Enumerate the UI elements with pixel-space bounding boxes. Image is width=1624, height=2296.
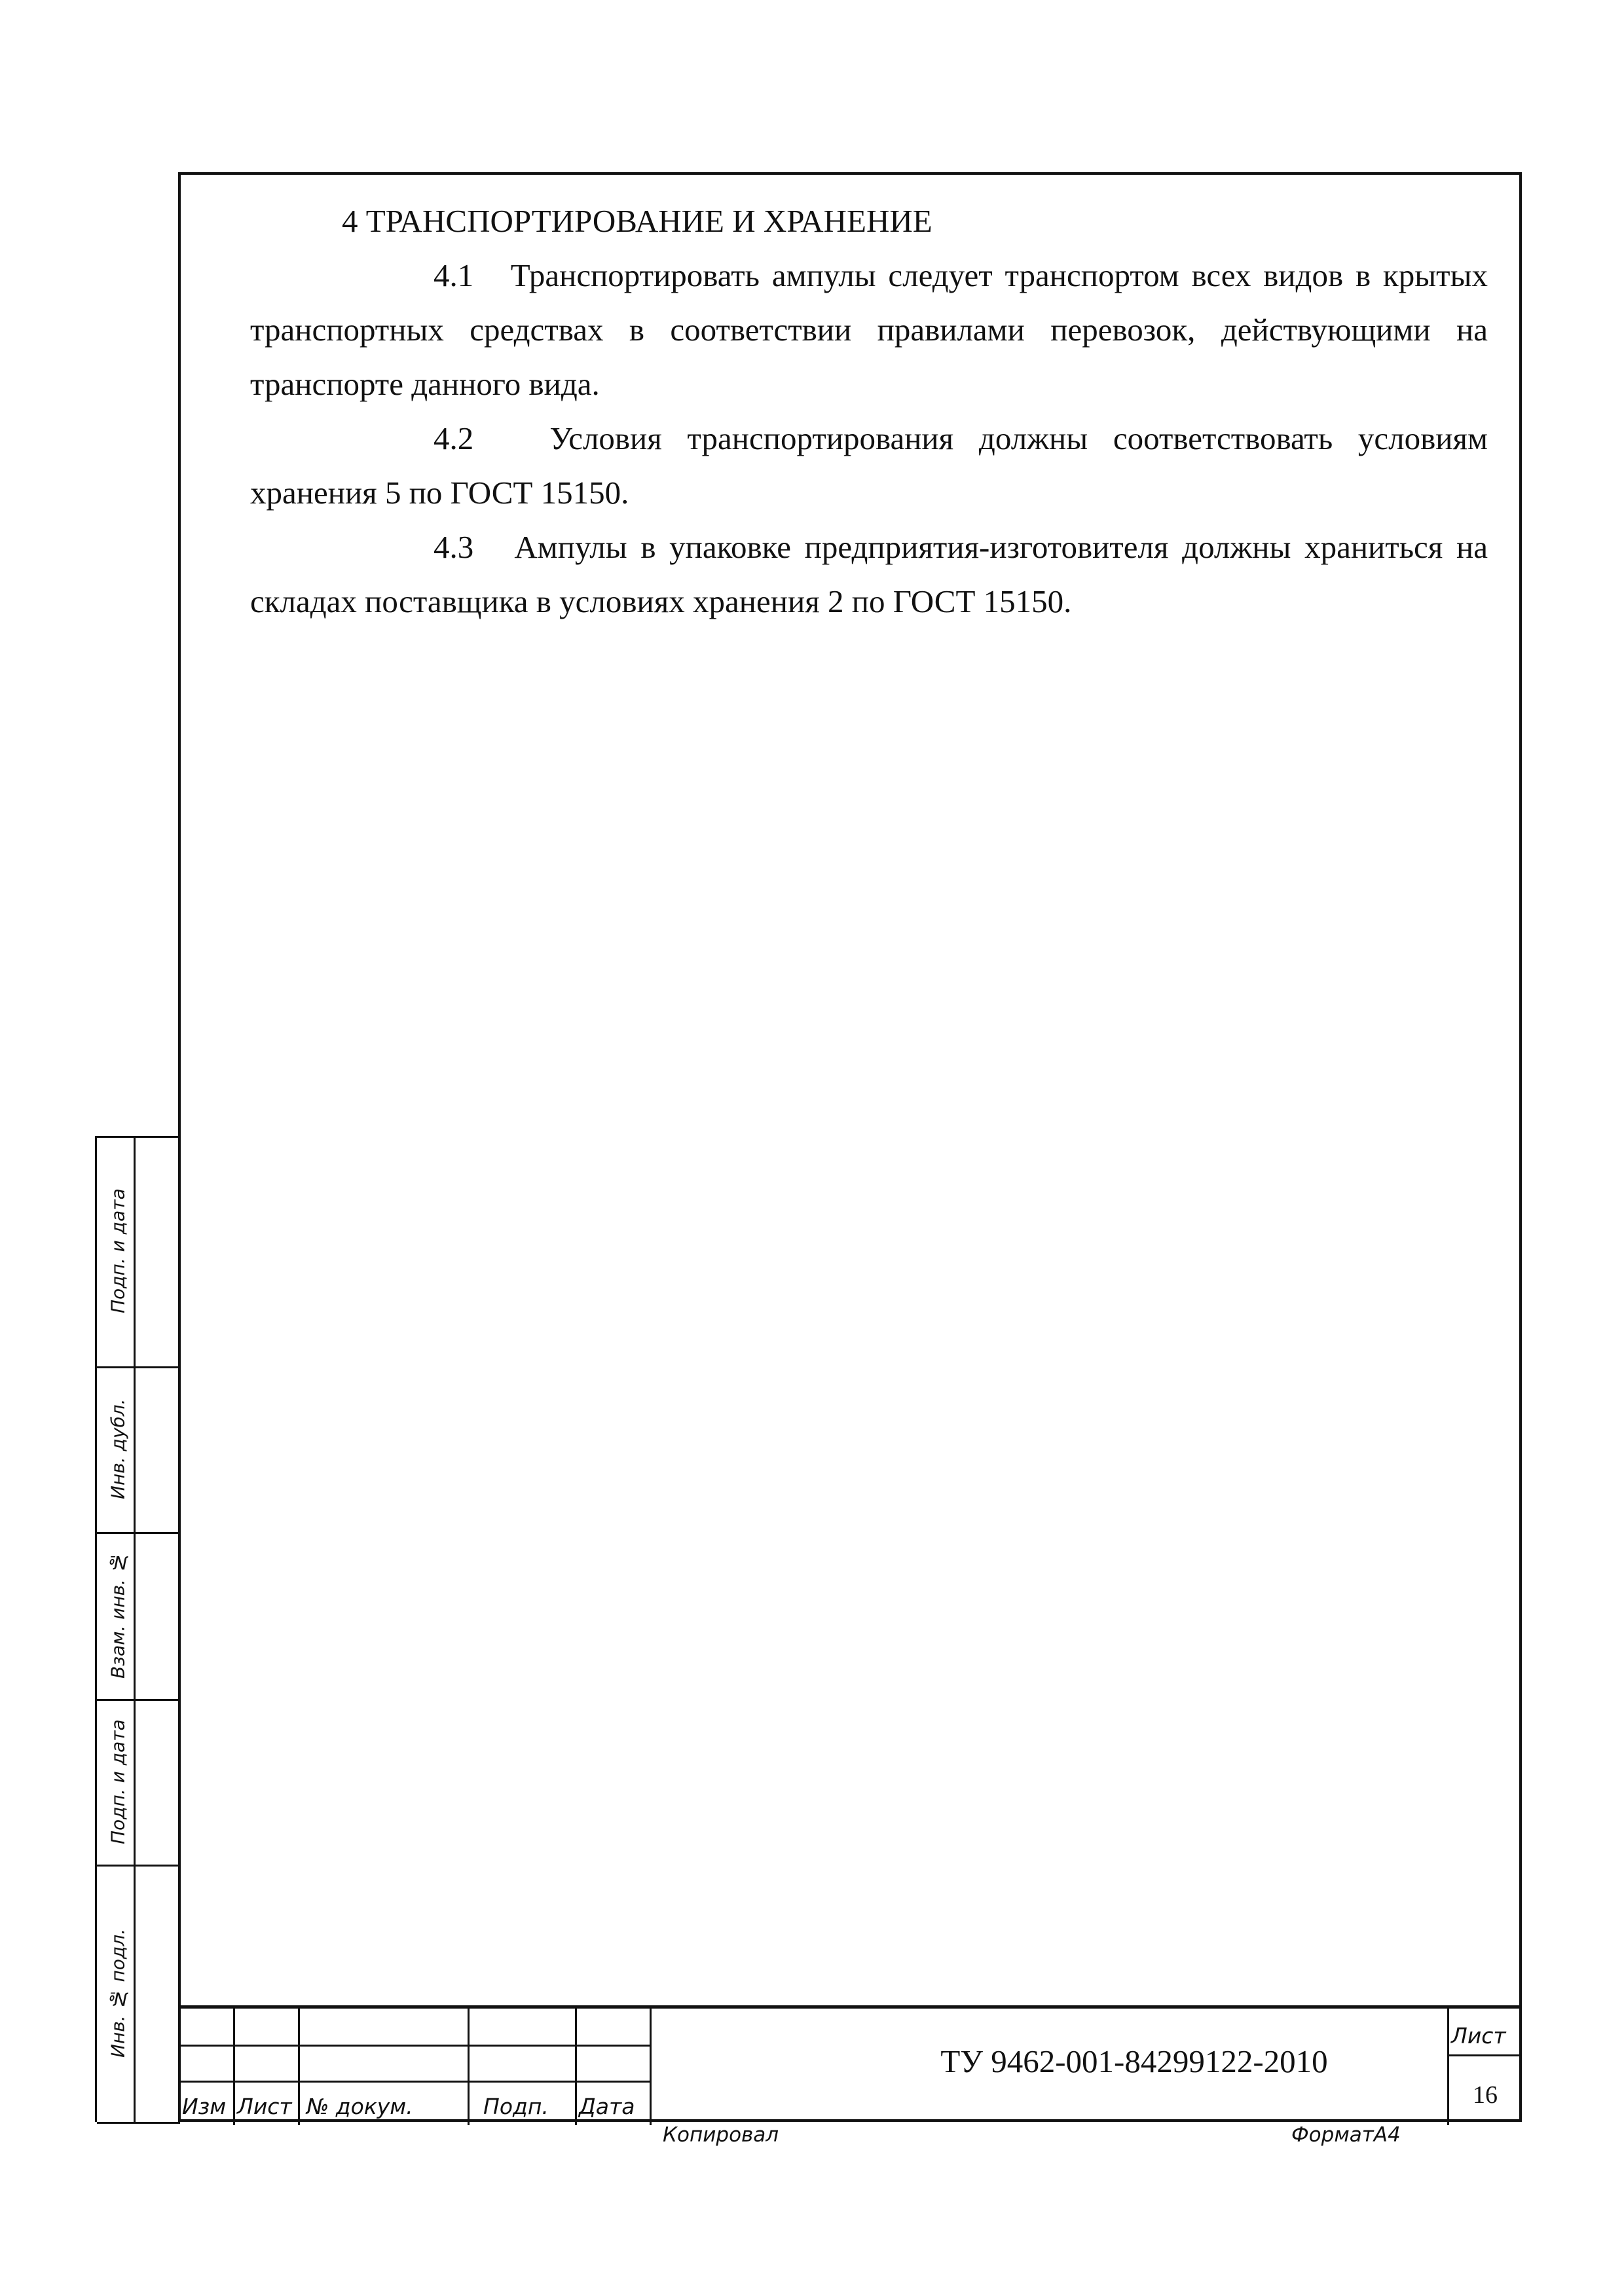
paragraph-text: Ампулы в упаковке предприятия-изготовителя должны храниться на складах поставщика в условиях хранения 2 по ГОСТ 15150.	[250, 529, 1488, 619]
side-stamp-column	[95, 1136, 180, 2122]
col-doc: № докум.	[306, 2094, 413, 2119]
col-list: Лист	[237, 2094, 292, 2119]
side-label-vzam-inv: Взам. инв. №	[107, 1552, 129, 1679]
sheet-number: 16	[1473, 2081, 1498, 2109]
footer-format: ФорматА4	[1291, 2123, 1401, 2147]
col-podp: Подп.	[483, 2094, 549, 2119]
side-label-podp-data: Подп. и дата	[107, 1188, 129, 1314]
side-label-podp-data-2: Подп. и дата	[107, 1719, 129, 1844]
paragraph-number: 4.3	[434, 529, 474, 565]
paragraph-4-3	[250, 520, 1488, 629]
col-data: Дата	[579, 2094, 635, 2119]
document-code: ТУ 9462-001-84299122-2010	[940, 2043, 1328, 2079]
paragraph-number: 4.1	[434, 257, 474, 293]
side-divider	[134, 1136, 136, 2122]
tb-line	[468, 2009, 470, 2125]
side-row-border	[97, 2122, 180, 2124]
tb-line	[178, 2045, 650, 2047]
tb-line	[298, 2009, 300, 2125]
footer-copied: Копировал	[663, 2123, 779, 2147]
paragraph-4-1	[250, 248, 1488, 411]
tb-line	[575, 2009, 577, 2125]
tb-line	[178, 2081, 650, 2083]
paragraph-text: Транспортировать ампулы следует транспортом всех видов в крытых транспортных средствах в соответствии правилами перевозок, действующими на транспорте данного вида.	[250, 257, 1488, 402]
title-block	[178, 2005, 1522, 2122]
paragraph-4-2	[250, 411, 1488, 520]
col-izm: Изм	[182, 2094, 227, 2119]
document-body	[250, 194, 1488, 629]
sheet-label: Лист	[1451, 2023, 1506, 2049]
section-heading: 4 ТРАНСПОРТИРОВАНИЕ И ХРАНЕНИЕ	[342, 203, 932, 239]
paragraph-number: 4.2	[434, 420, 474, 456]
side-label-inv-dubl: Инв. дубл.	[107, 1398, 129, 1500]
side-label-inv-podl: Инв. № подл.	[107, 1928, 129, 2058]
tb-line	[233, 2009, 235, 2125]
paragraph-text: Условия транспортирования должны соответствовать условиям хранения 5 по ГОСТ 15150.	[250, 420, 1488, 511]
